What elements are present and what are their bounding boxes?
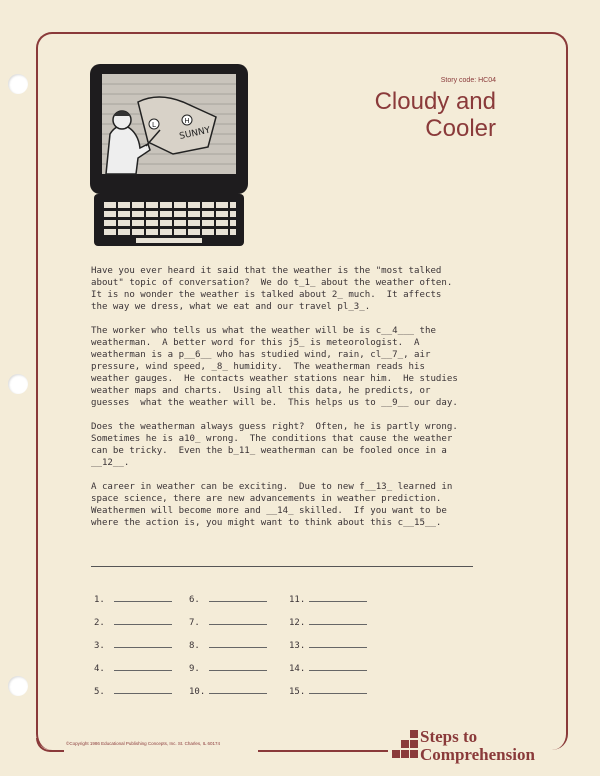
answer-row [189,639,267,652]
answer-row [189,593,267,606]
answer-row [289,593,367,606]
answer-blank[interactable] [309,593,367,602]
answer-blank[interactable] [114,685,172,694]
answer-row [94,639,172,652]
cloze-passage [91,265,481,541]
answer-blank[interactable] [309,662,367,671]
answer-row [289,639,367,652]
answer-number: 15. [289,687,306,697]
page-border-corner [36,738,58,752]
passage-paragraph-2: The worker who tells us what the weather will be is c__4___ the weatherman. A better word for this j5_ is meteorologist. A weatherman is a p__6__ who has studied wind, rain, cl__7_, air pressure, wind speed, _8_ humidity. The weatherman reads his weather gauges. He contacts weather stations near him. He studies weather maps and charts. Using all this data, he predicts, or guesses what the weather will be. This helps us to __9__ our day. [91,326,458,408]
svg-text:L: L [152,121,156,129]
answer-number: 10. [189,687,206,697]
binder-hole-middle [8,374,28,394]
answer-blank[interactable] [114,593,172,602]
steps-to-comprehension-logo [390,726,580,770]
answer-row [189,616,267,629]
passage-paragraph-3: Does the weatherman always guess right? Often, he is partly wrong. Sometimes he is a10_ wrong. The conditions that cause the weather can be tricky. Even the b_11_ weatherman can be fooled once in a __12__. [91,422,458,468]
title-line-2: Cooler [425,115,496,142]
answer-blank[interactable] [209,662,267,671]
answer-blank[interactable] [209,616,267,625]
answer-number: 12. [289,618,306,628]
page-title [375,88,496,142]
passage-divider [91,566,473,567]
answer-row [289,662,367,675]
answer-row [94,662,172,675]
passage-paragraph-4: A career in weather can be exciting. Due to new f__13_ learned in space science, there are new advancements in weather prediction. Weathermen will become more and __14_ skilled. If you want to be where the action is, you might want to think about this c__15__. [91,482,453,528]
answer-blank[interactable] [209,639,267,648]
binder-hole-top [8,74,28,94]
answer-number: 2. [94,618,105,628]
answer-blank[interactable] [309,639,367,648]
answer-number: 6. [189,595,200,605]
title-line-1: Cloudy and [374,88,496,115]
answer-number: 3. [94,641,105,651]
passage-paragraph-1: Have you ever heard it said that the weather is the "most talked about" topic of conversation? We do t_1_ about the weather often. It is no wonder the weather is talked about 2_ much. It affects the way we dress, what we eat and our travel pl_3_. [91,266,453,312]
binder-hole-bottom [8,676,28,696]
answer-number: 14. [289,664,306,674]
answer-blank[interactable] [114,639,172,648]
answer-row [94,616,172,629]
answer-blank[interactable] [209,685,267,694]
answer-blank[interactable] [114,662,172,671]
answer-blank[interactable] [114,616,172,625]
copyright-text: ©Copyright 1986 Educational Publishing Concepts, Inc. St. Charles, IL 60174 [66,741,220,746]
map-label: SUNNY [178,125,212,142]
answer-row [289,685,367,698]
answer-number: 11. [289,595,306,605]
story-code: Story code: HC04 [440,77,496,84]
logo-line-2: Comprehension [420,745,535,764]
answer-number: 13. [289,641,306,651]
answer-number: 4. [94,664,105,674]
answer-blank[interactable] [309,616,367,625]
logo-blocks-icon [390,728,420,768]
answer-row [94,593,172,606]
answer-number: 9. [189,664,200,674]
logo-line-1: Steps to [420,727,478,746]
footer-rule-left [56,750,64,752]
answer-row [189,662,267,675]
answer-number: 8. [189,641,200,651]
answer-number: 1. [94,595,105,605]
footer-rule-right [258,750,388,752]
answer-number: 7. [189,618,200,628]
laptop-illustration [88,62,250,250]
answer-row [189,685,267,698]
answer-blank[interactable] [309,685,367,694]
answer-number: 5. [94,687,105,697]
answer-blank[interactable] [209,593,267,602]
answer-row [94,685,172,698]
answer-row [289,616,367,629]
svg-text:H: H [184,117,190,125]
